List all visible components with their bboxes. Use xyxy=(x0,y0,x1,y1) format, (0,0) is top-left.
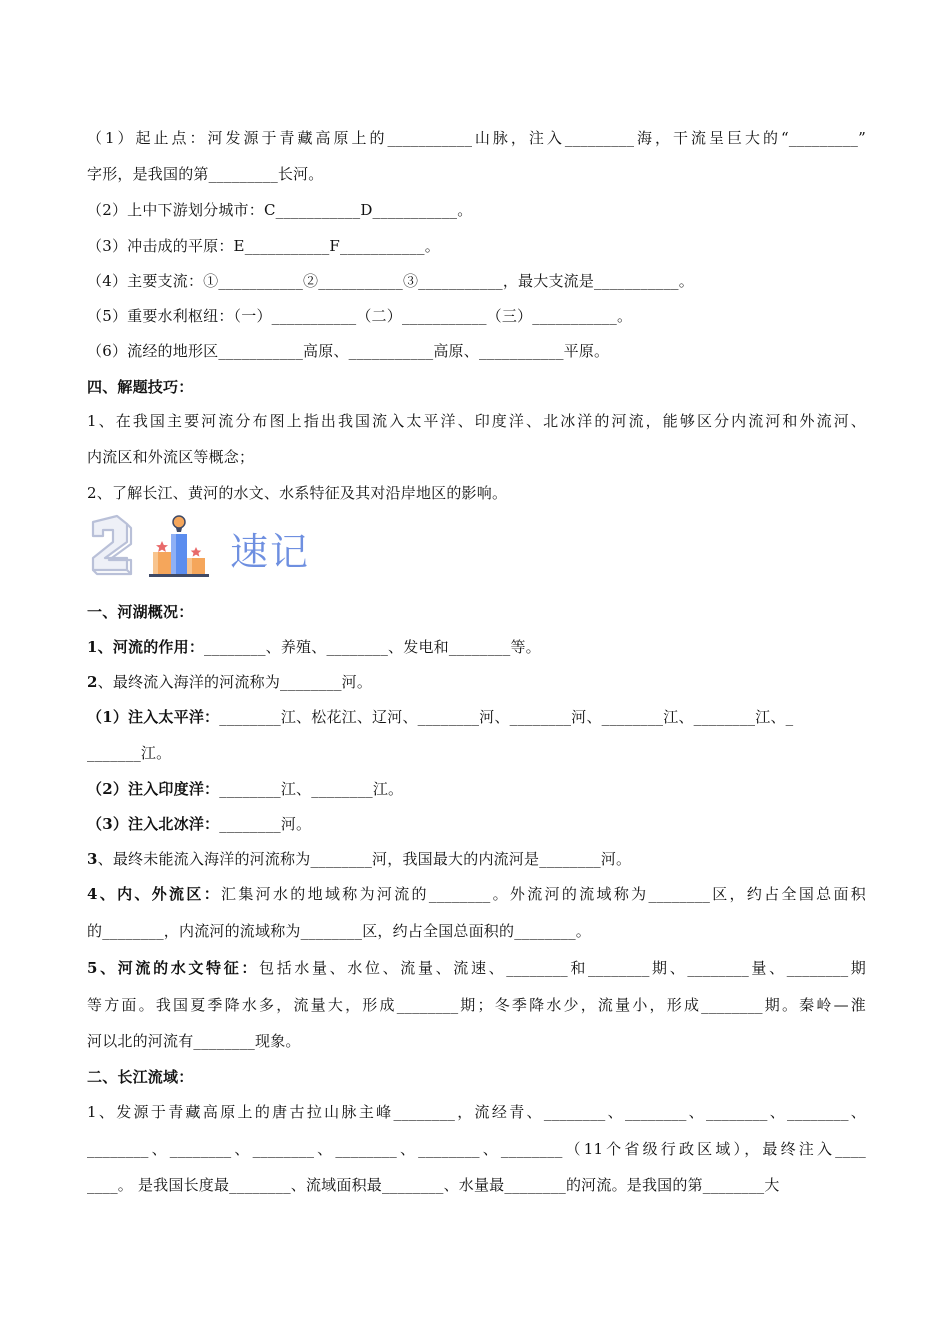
item-2 xyxy=(87,672,866,692)
item-1 xyxy=(87,637,866,657)
item-5-line-3: 河以北的河流有________现象。 xyxy=(87,1032,301,1050)
item-5-line-2: 等方面。我国夏季降水多，流量大，形成________期；冬季降水少，流量小，形成________期。秦岭—淮 xyxy=(87,996,866,1014)
item-1-text: ________、养殖、________、发电和________等。 xyxy=(204,638,541,656)
item-1-label: 1、河流的作用： xyxy=(87,638,205,656)
tips-heading: 四、解题技巧： xyxy=(87,378,194,396)
indian-text: ________江、________江。 xyxy=(219,780,404,798)
pacific-label: （1）注入太平洋： xyxy=(87,708,220,726)
item-3-label: 3 xyxy=(87,850,98,868)
question-2: （2）上中下游划分城市：C___________D___________。 xyxy=(87,201,473,219)
item-3 xyxy=(87,849,866,869)
question-6: （6）流经的地形区___________高原、___________高原、___________平原。 xyxy=(87,342,610,360)
yangtze-line-2: ________、________、________、________、________、________（11个省级行政区域），最终注入____ xyxy=(87,1140,866,1158)
question-5: （5）重要水利枢纽：（一）___________（二）___________（三）___________。 xyxy=(87,307,633,325)
quick-notes-banner xyxy=(87,512,327,580)
question-4: （4）主要支流：①___________②___________③___________，最大支流是___________。 xyxy=(87,272,694,290)
number-2-outline-icon xyxy=(87,512,135,576)
indian-label: （2）注入印度洋： xyxy=(87,780,220,798)
item-4-line-1 xyxy=(87,884,866,904)
item-2-label: 2 xyxy=(87,673,98,691)
item-5-text: 包括水量、水位、流量、流速、________和________期、________量、________期 xyxy=(259,959,866,977)
item-4-line-2: 的________，内流河的流域称为________区，约占全国总面积的________。 xyxy=(87,922,592,940)
item-5-label: 5、河流的水文特征： xyxy=(87,959,260,977)
podium-trophy-icon xyxy=(147,512,211,580)
item-3-text: 、最终未能流入海洋的河流称为________河，我国最大的内流河是________河。 xyxy=(97,850,632,868)
item-5-line-1 xyxy=(87,958,866,978)
yangtze-heading: 二、长江流域： xyxy=(87,1068,194,1086)
yangtze-line-1: 1、发源于青藏高原上的唐古拉山脉主峰________，流经青、________、________、________、________、 xyxy=(87,1103,866,1121)
tip-1-line-1: 1、在我国主要河流分布图上指出我国流入太平洋、印度洋、北冰洋的河流，能够区分内流河和外流河、 xyxy=(87,412,866,430)
item-4-text: 汇集河水的地域称为河流的________。外流河的流域称为________区，约占全国总面积 xyxy=(221,885,866,903)
rivers-heading: 一、河湖概况： xyxy=(87,603,194,621)
yangtze-line-3: ____。 是我国长度最________、流域面积最________、水量最________的河流。是我国的第________大 xyxy=(87,1176,780,1194)
item-2-text: 、最终流入海洋的河流称为________河。 xyxy=(97,673,373,691)
pacific-line-2: _______江。 xyxy=(87,744,172,762)
item-4-label: 4、内、外流区： xyxy=(87,885,222,903)
question-1-line-1: （1）起止点：河发源于青藏高原上的___________山脉，注入_________海，干流呈巨大的“_________” xyxy=(87,129,866,147)
tip-2: 2、了解长江、黄河的水文、水系特征及其对沿岸地区的影响。 xyxy=(87,484,508,502)
question-1-line-2: 字形，是我国的第_________长河。 xyxy=(87,165,324,183)
arctic-text: ________河。 xyxy=(219,815,312,833)
question-3: （3）冲击成的平原：E___________F___________。 xyxy=(87,237,440,255)
indian-line xyxy=(87,779,866,799)
arctic-line xyxy=(87,814,866,834)
pacific-line-1 xyxy=(87,707,866,727)
arctic-label: （3）注入北冰洋： xyxy=(87,815,220,833)
tip-1-line-2: 内流区和外流区等概念； xyxy=(87,448,255,466)
quick-notes-title: 速记 xyxy=(230,530,311,574)
pacific-text: ________江、松花江、辽河、________河、________河、________江、________江、_ xyxy=(219,708,794,726)
